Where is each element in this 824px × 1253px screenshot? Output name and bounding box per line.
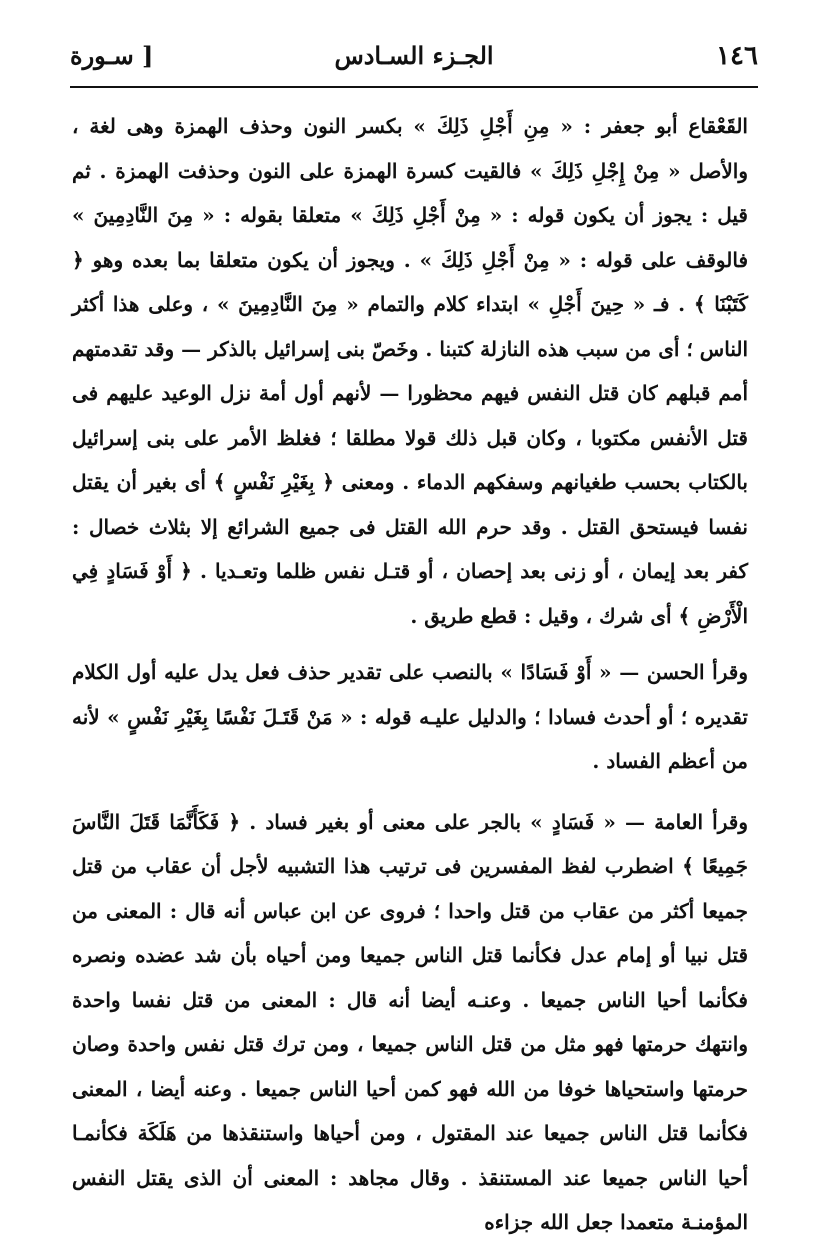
page-number: ١٤٦ bbox=[716, 41, 758, 71]
page-header bbox=[70, 34, 758, 78]
surah-label: [ سـورة bbox=[70, 41, 154, 70]
page-body bbox=[72, 104, 748, 1245]
body-paragraph: وقرأ العامة — « فَسَادٍ » بالجر على معنى أو بغير فساد . ﴿ فَكَأَنَّمَا قَتَلَ النَّاسَ جَمِيعًا ﴾ اضطرب لفظ المفسرين فى ترتيب هذا التشبيه لأجل أن عقاب من قتل جميعا أكثر من عقاب من قتل واحدا ؛ فروى عن ابن عباس أنه قال : المعنى من قتل نبيا أو إمام عدل فكأنما قتل الناس جميعا ومن أحياه بأن شد عضده ونصره فكأنما أحيا الناس جميعا . وعنـه أيضا أنه قال : المعنى من قتل نفسا واحدة وانتهك حرمتها فهو مثل من قتل الناس جميعا ، ومن ترك قتل نفس واحدة وصان حرمتها واستحياها خوفا من الله فهو كمن أحيا الناس جميعا . وعنه أيضا ، المعنى فكأنما قتل الناس جميعا عند المقتول ، ومن أحياها واستنقذها من هَلَكَة فكأنمـا أحيا الناس جميعا عند المستنقذ . وقال مجاهد : المعنى أن الذى يقتل النفس المؤمنـة متعمدا جعل الله جزاءه bbox=[72, 809, 748, 1234]
body-paragraph: وقرأ الحسن — « أَوْ فَسَادًا » بالنصب على تقدير حذف فعل يدل عليه أول الكلام تقديره ؛ أو أحدث فسادا ؛ والدليل عليـه قوله : « مَنْ قَتَـلَ نَفْسًا بِغَيْرِ نَفْسٍ » لأنه من أعظم الفساد . bbox=[72, 660, 748, 773]
header-divider bbox=[70, 86, 758, 88]
running-title: الجـزء السـادس bbox=[334, 41, 494, 70]
body-paragraph: القَعْقاع أبو جعفر : « مِنِ أَجْلِ ذَلِكَ » بكسر النون وحذف الهمزة وهى لغة ، والأصل « مِنْ إِجْلِ ذَلِكَ » فالقيت كسرة الهمزة على النون وحذفت الهمزة . ثم قيل : يجوز أن يكون قوله : « مِنْ أَجْلِ ذَلِكَ » متعلقا بقوله : « مِنَ النَّادِمِينَ » فالوقف على قوله : « مِنْ أَجْلِ ذَلِكَ » . ويجوز أن يكون متعلقا بما بعده وهو ﴿ كَتَبْنَا ﴾ . فـ « حِينَ أَجْلِ » ابتداء كلام والتمام « مِنَ النَّادِمِينَ » ، وعلى هذا أكثر الناس ؛ أى من سبب هذه النازلة كتبنا . وخَصّ بنى إسرائيل بالذكر — وقد تقدمتهم أمم قبلهم كان قتل النفس فيهم محظورا — لأنهم أول أمة نزل الوعيد عليهم فى قتل الأنفس مكتوبا ، وكان قبل ذلك قولا مطلقا ؛ فغلظ الأمر على بنى إسرائيل بالكتاب بحسب طغيانهم وسفكهم الدماء . ومعنى ﴿ بِغَيْرِ نَفْسٍ ﴾ أى بغير أن يقتل نفسا فيستحق القتل . وقد حرم الله القتل فى جميع الشرائع إلا بثلاث خصال : كفر بعد إيمان ، أو زنى بعد إحصان ، أو قتـل نفس ظلما وتعـديا . ﴿ أَوْ فَسَادٍ فِي الْأَرْضِ ﴾ أى شرك ، وقيل : قطع طريق . bbox=[72, 114, 748, 628]
